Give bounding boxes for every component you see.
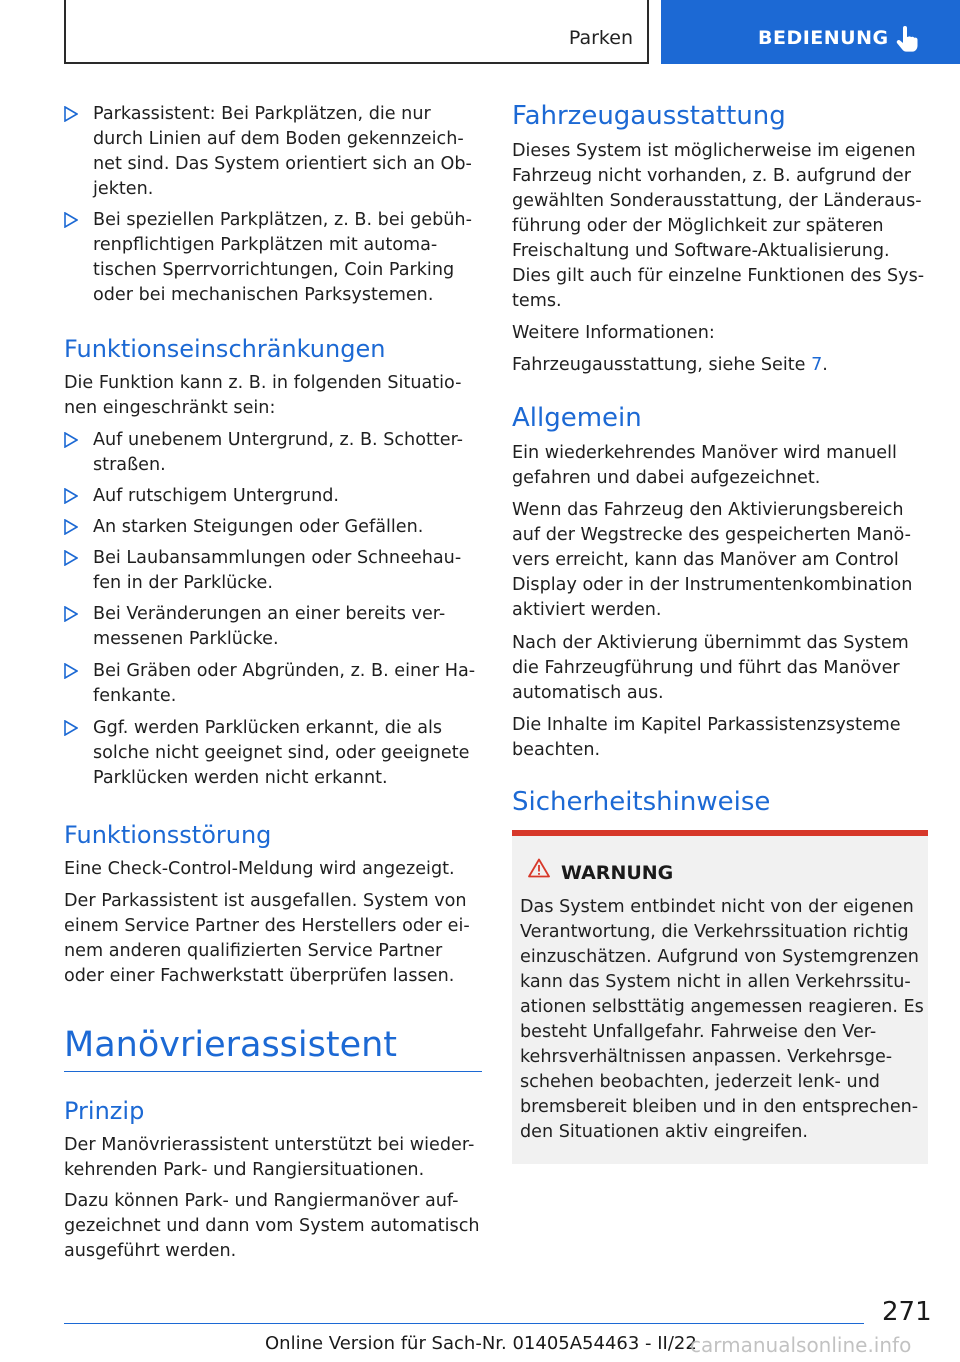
equipment-text-3 [512, 353, 928, 378]
equipment-text-1: Dieses System ist möglicherweise im eigenen Fahrzeug nicht vorhanden, z. B. aufgrund der gewählten Sonderausstattung, der Länderaus-führung oder der Möglichkeit zur späteren Freischaltung und Software-Aktualisierung. Dies gilt auch für einzelne Funktionen des Sys-tems. [512, 141, 925, 311]
general-text-1: Ein wiederkehrendes Manöver wird manuell gefahren und dabei aufgezeichnet. [512, 443, 897, 488]
equipment-text-2: Weitere Informationen: [512, 323, 715, 343]
list-item [64, 208, 482, 308]
list-item-text: Ggf. werden Parklücken erkannt, die als solche nicht geeignet sind, oder geeignete Parklücken werden nicht erkannt. [93, 718, 470, 788]
list-item-text: Bei Laubansammlungen oder Schneehau-fen in der Parklücke. [93, 548, 462, 593]
online-version-text: Online Version für Sach-Nr. 01405A54463 - II/22 [265, 1333, 697, 1354]
warning-box [512, 830, 928, 1164]
heading-limitations: Funktionseinschränkungen [64, 335, 386, 363]
general-text-3: Nach der Aktivierung übernimmt das System die Fahrzeugführung und führt das Manöver automatisch aus. [512, 633, 909, 703]
list-item [64, 515, 482, 540]
equipment-ref-end: . [822, 355, 828, 375]
section-title: Parken [568, 27, 633, 49]
general-text-2: Wenn das Fahrzeug den Aktivierungsbereich auf der Wegstrecke des gespeicherten Manö-vers erreicht, kann das Manöver am Control Display oder in der Instrumentenkombination aktiviert werden. [512, 500, 913, 620]
list-item-text: Bei Veränderungen an einer bereits ver-messenen Parklücke. [93, 604, 446, 649]
list-item-text: Auf rutschigem Untergrund. [93, 486, 339, 506]
triangle-bullet-icon [64, 488, 78, 504]
footer-rule [64, 1323, 864, 1324]
triangle-bullet-icon [64, 106, 78, 122]
header-frame [64, 0, 649, 64]
chapter-tab[interactable] [661, 0, 960, 64]
watermark: carmanualsonline.info [690, 1333, 912, 1357]
limitations-intro: Die Funktion kann z. B. in folgenden Situatio-nen eingeschränkt sein: [64, 373, 462, 418]
fault-text-1: Eine Check-Control-Meldung wird angezeigt. [64, 859, 455, 879]
warning-triangle-icon [528, 858, 550, 878]
list-item-text: Bei speziellen Parkplätzen, z. B. bei gebüh-renpflichtigen Parkplätzen mit automa-tischen Sperrvorrichtungen, Coin Parking oder bei mechanischen Parksystemen. [93, 210, 472, 305]
triangle-bullet-icon [64, 550, 78, 566]
triangle-bullet-icon [64, 212, 78, 228]
hand-pointer-icon [895, 26, 919, 54]
list-item [64, 716, 482, 791]
chapter-rule [64, 1071, 482, 1072]
heading-fault: Funktionsstörung [64, 821, 272, 849]
list-item [64, 102, 482, 202]
principle-text-2: Dazu können Park- und Rangiermanöver auf-gezeichnet und dann vom System automatisch ausgeführt werden. [64, 1191, 480, 1261]
heading-principle: Prinzip [64, 1097, 145, 1125]
list-item-text: An starken Steigungen oder Gefällen. [93, 517, 424, 537]
triangle-bullet-icon [64, 720, 78, 736]
list-item-text: Parkassistent: Bei Parkplätzen, die nur durch Linien auf dem Boden gekennzeich-net sind. Das System orientiert sich an Ob-jekten. [93, 104, 472, 199]
chapter-title: Manövrierassistent [64, 1025, 398, 1065]
triangle-bullet-icon [64, 663, 78, 679]
triangle-bullet-icon [64, 432, 78, 448]
page-number: 271 [882, 1297, 932, 1327]
general-text-4: Die Inhalte im Kapitel Parkassistenzsysteme beachten. [512, 715, 901, 760]
heading-safety: Sicherheitshinweise [512, 787, 771, 817]
chapter-tab-label: BEDIENUNG [758, 27, 889, 49]
list-item [64, 659, 482, 709]
list-item [64, 602, 482, 652]
equipment-ref-text: Fahrzeugausstattung, siehe Seite [512, 355, 812, 375]
heading-general: Allgemein [512, 403, 642, 433]
list-item [64, 484, 482, 509]
principle-text-1: Der Manövrierassistent unterstützt bei wieder-kehrenden Park- und Rangiersituationen. [64, 1135, 475, 1180]
list-item [64, 546, 482, 596]
triangle-bullet-icon [64, 519, 78, 535]
heading-equipment: Fahrzeugausstattung [512, 101, 786, 131]
list-item [64, 428, 482, 478]
triangle-bullet-icon [64, 606, 78, 622]
warning-text: Das System entbindet nicht von der eigenen Verantwortung, die Verkehrssituation richtig einzuschätzen. Aufgrund von Systemgrenzen kann das System nicht in allen Verkehrssitu-ationen selbsttätig angemessen reagieren. Es besteht Unfallgefahr. Fahrweise den Ver-kehrsverhältnissen anpassen. Verkehrsge-schehen beobachten, jederzeit lenk- und bremsbereit bleiben und in den entsprechen-den Situationen aktiv eingreifen. [520, 897, 924, 1142]
list-item-text: Bei Gräben oder Abgründen, z. B. einer Ha-fenkante. [93, 661, 476, 706]
warning-title: WARNUNG [561, 862, 674, 884]
fault-text-2: Der Parkassistent ist ausgefallen. System von einem Service Partner des Herstellers oder ei-nem anderen qualifizierten Service Partner oder einer Fachwerkstatt überprüfen lassen. [64, 891, 470, 986]
page-link[interactable]: 7 [811, 355, 823, 375]
list-item-text: Auf unebenem Untergrund, z. B. Schotter-straßen. [93, 430, 464, 475]
